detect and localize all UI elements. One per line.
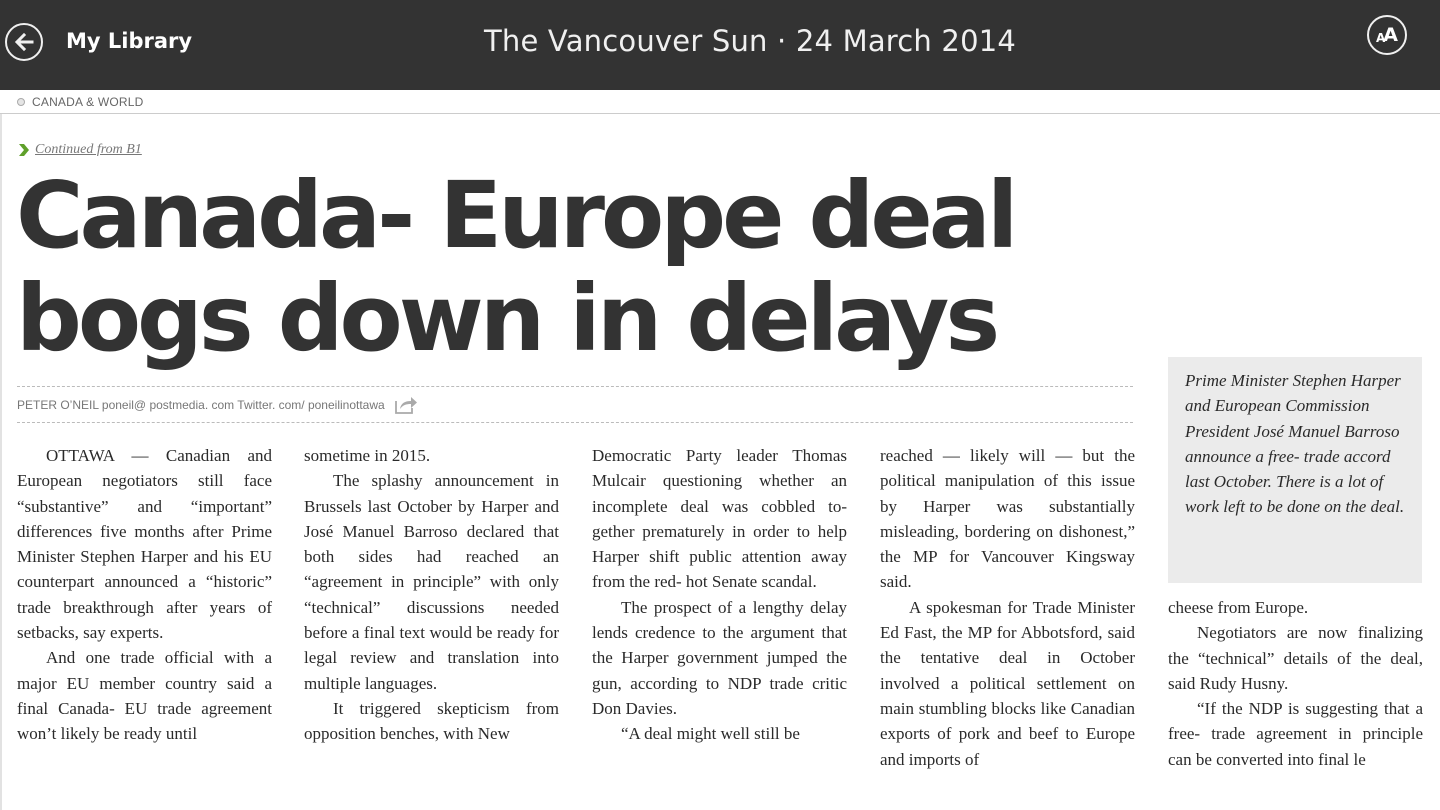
article-column-4 bbox=[880, 443, 1135, 772]
share-icon[interactable] bbox=[394, 396, 418, 414]
section-label: CANADA & WORLD bbox=[32, 95, 144, 109]
page-edge-divider bbox=[0, 114, 2, 810]
article-column-2 bbox=[304, 443, 559, 747]
section-bar bbox=[0, 90, 1440, 114]
paragraph: sometime in 2015. bbox=[304, 446, 431, 465]
byline-divider-bottom bbox=[17, 422, 1133, 423]
text-size-button[interactable] bbox=[1367, 15, 1407, 55]
paragraph: And one trade official with a major EU member country said a final Canada- EU trade agreement won’t likely be ready until bbox=[17, 648, 272, 744]
article-column-3 bbox=[592, 443, 847, 747]
article-column-1 bbox=[17, 443, 272, 747]
app-header bbox=[0, 0, 1440, 90]
paragraph: A spokesman for Trade Minister Ed Fast, the MP for Abbotsford, said the tentative deal in October involved a political settlement on main stumbling blocks like Canadian exports of pork and beef to Europe and imports of bbox=[880, 597, 1135, 769]
paragraph: reached — likely will — but the political manipulation of this issue by Harper was substantially misleading, bordering on dishonest,” the MP for Vancouver Kingsway said. bbox=[880, 446, 1135, 592]
byline-divider-top bbox=[17, 386, 1133, 387]
paragraph: OTTAWA — Canadian and European negotiators still face “substantive” and “important” differences five months after Prime Minister Stephen Harper and his EU counterpart announced a “historic” trade breakthrough after years of setbacks, say experts. bbox=[17, 446, 272, 643]
paragraph: “A deal might well still be bbox=[621, 724, 800, 744]
article-headline: Canada- Europe deal bogs down in delays bbox=[16, 162, 1015, 372]
paragraph: The prospect of a lengthy delay lends credence to the argument that the Harper government jumped the gun, according to NDP trade critic Don Davies. bbox=[592, 597, 847, 718]
font-size-icon-large: A bbox=[1383, 24, 1398, 46]
continued-link[interactable] bbox=[18, 142, 142, 158]
page-title: The Vancouver Sun · 24 March 2014 bbox=[483, 24, 1017, 58]
photo-caption: Prime Minister Stephen Harper and European Commission President José Manuel Barroso announce a free- trade accord last October. There is a lot of work left to be done on the deal. bbox=[1168, 357, 1422, 583]
paragraph: Democratic Party leader Thomas Mulcair questioning whether an incomplete deal was cobbled together prematurely in order to help Harper shift public attention away from the red- hot Senate scandal. bbox=[592, 446, 847, 592]
paragraph: Negotiators are now finalizing the “technical” details of the deal, said Rudy Husny. bbox=[1168, 623, 1423, 693]
font-size-icon: A bbox=[1375, 31, 1386, 45]
paragraph: “If the NDP is suggesting that a free- trade agreement in principle can be converted into final le bbox=[1168, 699, 1423, 769]
paragraph: cheese from Europe. bbox=[1168, 598, 1309, 617]
section-dot-icon bbox=[17, 98, 25, 106]
article-column-5 bbox=[1168, 595, 1423, 772]
byline-text: PETER O’NEIL poneil@ postmedia. com Twitter. com/ poneilinottawa bbox=[17, 398, 385, 412]
my-library-link[interactable]: My Library bbox=[66, 29, 193, 53]
byline bbox=[17, 396, 418, 414]
paragraph: The splashy announcement in Brussels last October by Harper and José Manuel Barroso declared that both sides had reached an “agreement in principle” with only “technical” discussions needed before a final text would be ready for legal review and translation into multiple languages. bbox=[304, 471, 559, 693]
chevron-right-icon bbox=[18, 143, 30, 157]
continued-text: Continued from B1 bbox=[35, 142, 142, 157]
paragraph: It triggered skepticism from opposition benches, with New bbox=[304, 698, 559, 744]
